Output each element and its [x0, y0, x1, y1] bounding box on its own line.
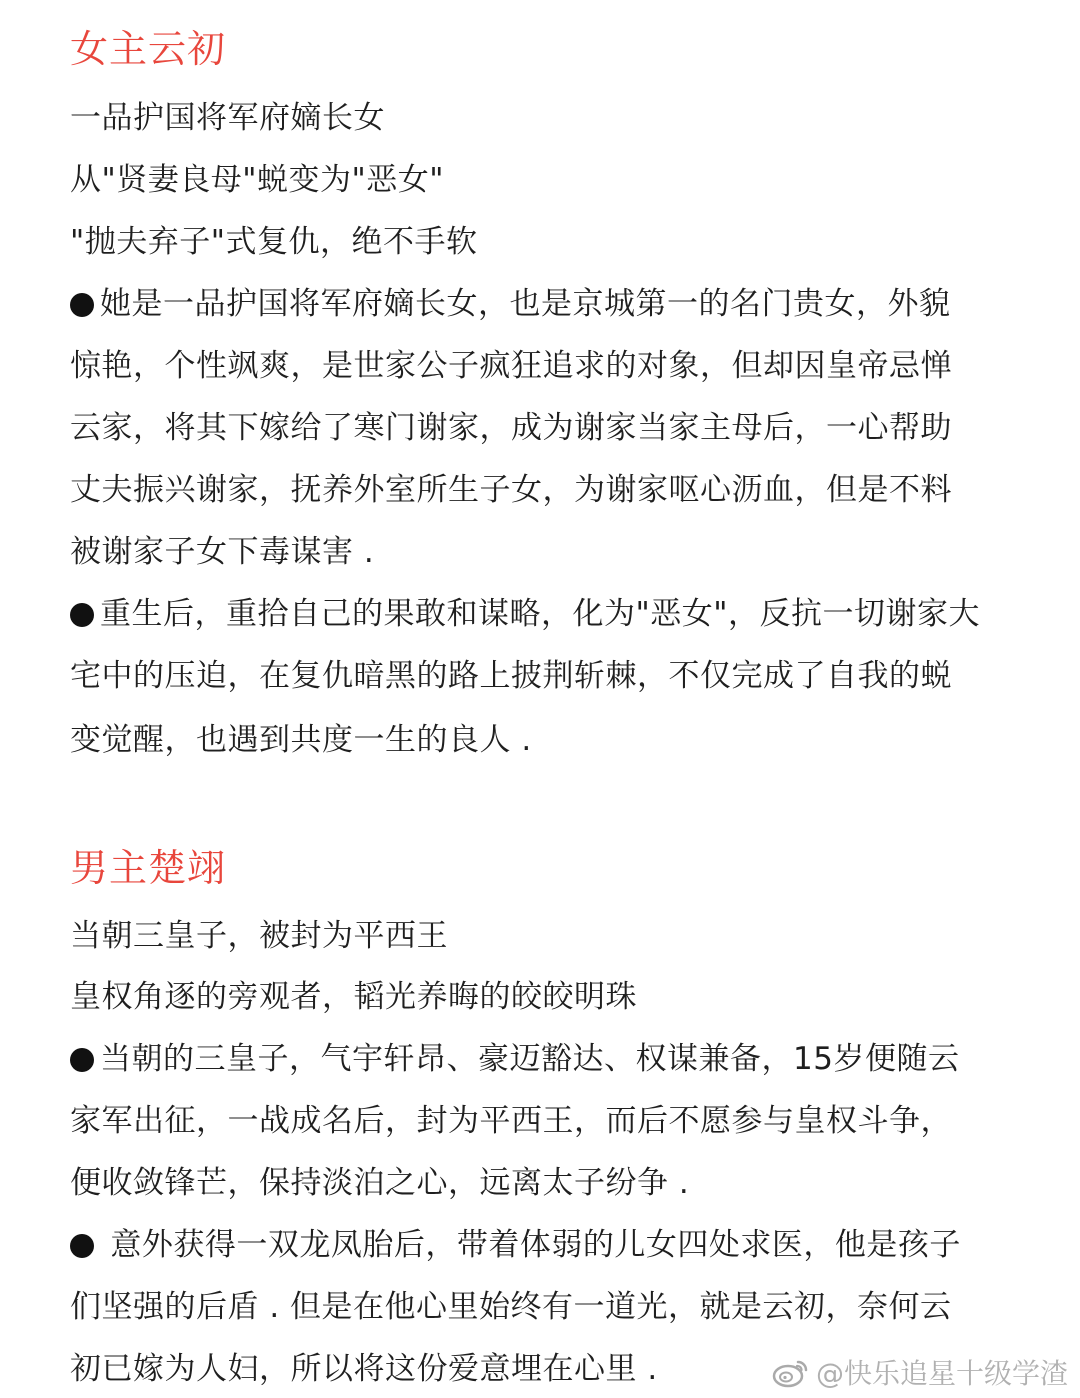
hero-tagline-2: 皇权角逐的旁观者，韬光养晦的皎皎明珠: [70, 979, 637, 1015]
hero-section-title: 男主楚翊: [70, 846, 227, 890]
heroine-bullet-2-line-3: 变觉醒，也遇到共度一生的良人 .: [70, 722, 532, 758]
bullet-icon: [70, 1048, 94, 1072]
hero-bullet-2-line-2: 们坚强的后盾 . 但是在他心里始终有一道光，就是云初，奈何云: [70, 1289, 952, 1325]
hero-bullet-1-line-1: 当朝的三皇子，气宇轩昂、豪迈豁达、权谋兼备，15岁便随云: [70, 1037, 959, 1081]
watermark-text: @快乐追星十级学渣: [815, 1357, 1068, 1390]
watermark: [772, 1350, 1068, 1394]
hero-bullet-1-line-3: 便收敛锋芒，保持淡泊之心，远离太子纷争 .: [70, 1165, 690, 1201]
bullet-icon: [70, 603, 94, 627]
heroine-section-title: 女主云初: [70, 27, 227, 71]
heroine-tagline-2: 从"贤妻良母"蜕变为"恶女": [70, 162, 445, 198]
heroine-bullet-1-line-1: 她是一品护国将军府嫡长女，也是京城第一的名门贵女，外貌: [70, 282, 951, 326]
hero-bullet-2-line-3: 初已嫁为人妇，所以将这份爱意埋在心里 .: [70, 1351, 658, 1387]
bullet-icon: [70, 1234, 94, 1258]
weibo-icon: [772, 1356, 810, 1388]
hero-bullet-1-line-2: 家军出征，一战成名后，封为平西王，而后不愿参与皇权斗争，: [70, 1103, 952, 1139]
hero-bullet-2-line-1: 意外获得一双龙凤胎后，带着体弱的儿女四处求医，他是孩子: [70, 1223, 961, 1267]
heroine-bullet-1-line-5: 被谢家子女下毒谋害 .: [70, 534, 375, 570]
heroine-bullet-1-line-2: 惊艳，个性飒爽，是世家公子疯狂追求的对象，但却因皇帝忌惮: [70, 348, 952, 384]
heroine-bullet-2-line-2: 宅中的压迫，在复仇暗黑的路上披荆斩棘，不仅完成了自我的蜕: [70, 658, 952, 694]
bullet-icon: [70, 293, 94, 317]
heroine-bullet-1-line-4: 丈夫振兴谢家，抚养外室所生子女，为谢家呕心沥血，但是不料: [70, 472, 952, 508]
heroine-bullet-2-line-1: 重生后，重拾自己的果敢和谋略，化为"恶女"，反抗一切谢家大: [70, 592, 980, 636]
heroine-tagline-3: "抛夫弃子"式复仇，绝不手软: [70, 224, 478, 260]
hero-tagline-1: 当朝三皇子，被封为平西王: [70, 918, 448, 954]
heroine-tagline-1: 一品护国将军府嫡长女: [70, 100, 385, 136]
heroine-bullet-1-line-3: 云家，将其下嫁给了寒门谢家，成为谢家当家主母后，一心帮助: [70, 410, 952, 446]
